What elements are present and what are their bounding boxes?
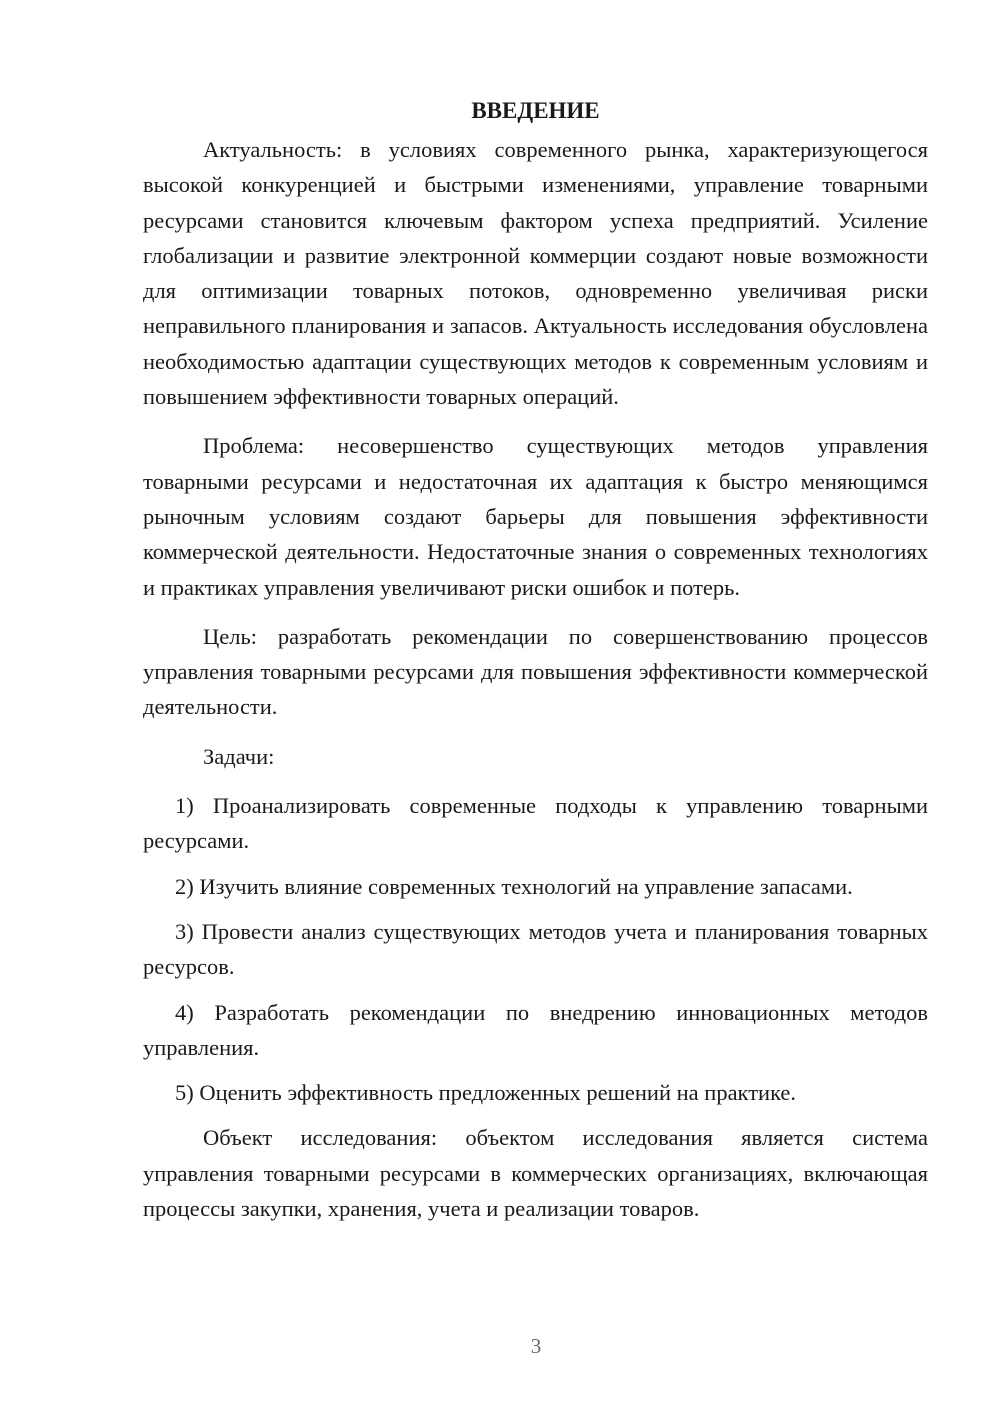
task-item: 1) Проанализировать современные подходы к управлению товарными ресурсами. (143, 793, 928, 854)
page-number: 3 (530, 1334, 542, 1358)
paragraph-object: Объект исследования: объектом исследования является система управления товарными ресурсами в коммерческих организациях, включающая процессы закупки, хранения, учета и реализации товаров. (143, 1125, 928, 1222)
task-item: 4) Разработать рекомендации по внедрению инновационных методов управления. (143, 999, 928, 1060)
paragraph-goal: Цель: разработать рекомендации по совершенствованию процессов управления товарными ресурсами для повышения эффективности коммерческой деятельности. (143, 623, 928, 720)
page-content (143, 93, 928, 1240)
task-item: 5) Оценить эффективность предложенных решений на практике. (175, 1080, 797, 1106)
paragraph-problem: Проблема: несовершенство существующих методов управления товарными ресурсами и недостаточная их адаптация к быстро меняющимся рыночным условиям создают барьеры для повышения эффективности коммерческой деятельности. Недостаточные знания о современных технологиях и практиках управления увеличивают риски ошибок и потерь. (143, 433, 928, 600)
page-title: ВВЕДЕНИЕ (471, 98, 600, 123)
tasks-heading: Задачи: (203, 743, 275, 769)
tasks-list (143, 788, 928, 1110)
task-item: 3) Провести анализ существующих методов учета и планирования товарных ресурсов. (143, 918, 928, 980)
paragraph-relevance: Актуальность: в условиях современного рынка, характеризующегося высокой конкуренцией и быстрыми изменениями, управление товарными ресурсами становится ключевым фактором успеха предприятий. Усиление глобализации и развитие электронной коммерции создают новые возможности для оптимизации товарных потоков, одновременно увеличивая риски неправильного планирования и запасов. Актуальность исследования обусловлена необходимостью адаптации существующих методов к современным условиям и повышением эффективности товарных операций. (143, 137, 928, 410)
task-item: 2) Изучить влияние современных технологий на управление запасами. (175, 873, 853, 899)
